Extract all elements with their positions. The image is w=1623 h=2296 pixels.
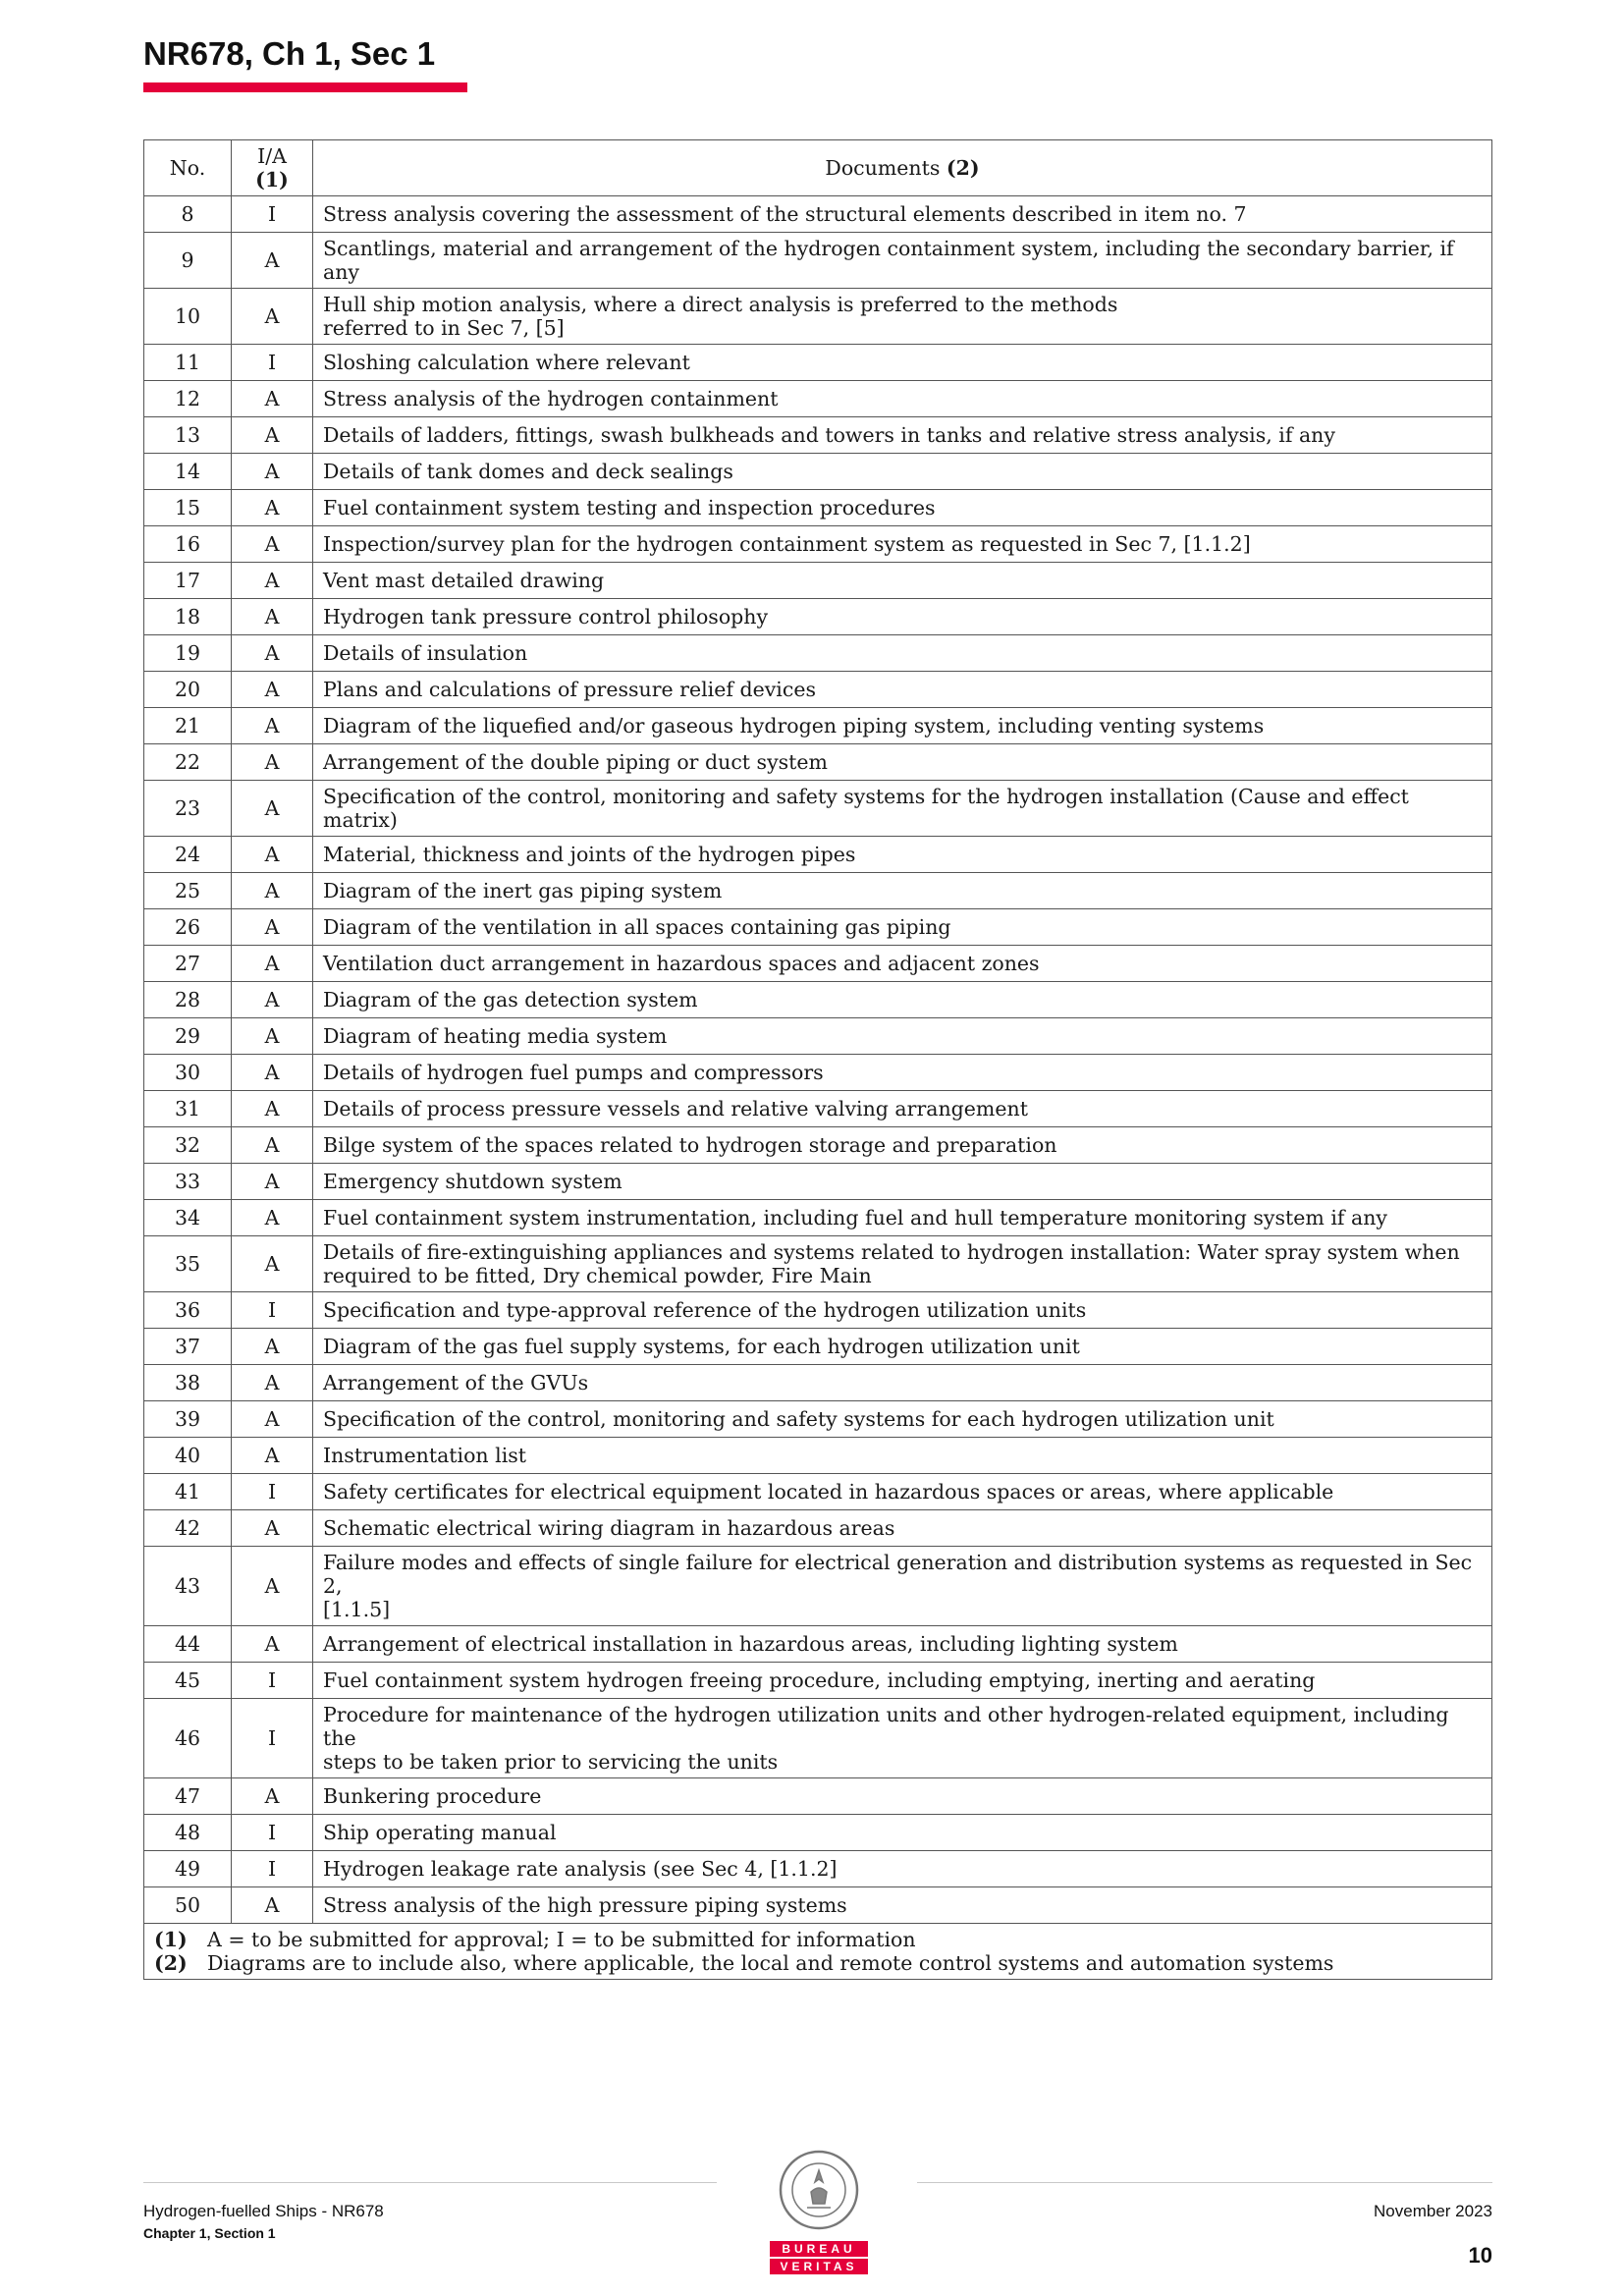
document-line: Ship operating manual (323, 1821, 557, 1844)
cell-no: 39 (144, 1401, 232, 1438)
cell-ia: A (232, 1438, 313, 1474)
cell-document (313, 345, 1492, 381)
table-row (144, 1091, 1492, 1127)
cell-document (313, 635, 1492, 672)
cell-no: 16 (144, 526, 232, 563)
document-line: Diagram of the ventilation in all spaces containing gas piping (323, 915, 951, 939)
document-line: Safety certificates for electrical equipment located in hazardous spaces or areas, where applicable (323, 1480, 1334, 1503)
table-row (144, 417, 1492, 454)
table-row (144, 1329, 1492, 1365)
cell-ia: A (232, 946, 313, 982)
table-row (144, 837, 1492, 873)
cell-no: 33 (144, 1164, 232, 1200)
table-row (144, 1438, 1492, 1474)
cell-ia: A (232, 1547, 313, 1626)
table-row (144, 1365, 1492, 1401)
cell-ia: I (232, 196, 313, 233)
cell-no: 49 (144, 1851, 232, 1887)
cell-document (313, 1365, 1492, 1401)
cell-no: 17 (144, 563, 232, 599)
cell-ia: A (232, 672, 313, 708)
document-line: Fuel containment system hydrogen freeing procedure, including emptying, inerting and aerating (323, 1668, 1316, 1692)
note-1: (1) A = to be submitted for approval; I = to be submitted for information (154, 1928, 916, 1951)
cell-document (313, 837, 1492, 873)
document-line: Hydrogen tank pressure control philosophy (323, 605, 769, 629)
document-line: Diagram of the gas detection system (323, 988, 698, 1011)
cell-ia: A (232, 1127, 313, 1164)
cell-no: 50 (144, 1887, 232, 1924)
cell-no: 37 (144, 1329, 232, 1365)
cell-ia: A (232, 982, 313, 1018)
col-header-no: No. (144, 140, 232, 196)
cell-no: 27 (144, 946, 232, 982)
table-row (144, 1236, 1492, 1292)
document-line: Arrangement of the double piping or duct system (323, 750, 828, 774)
cell-no: 31 (144, 1091, 232, 1127)
cell-document (313, 1055, 1492, 1091)
table-row (144, 1778, 1492, 1815)
document-line: Details of fire-extinguishing appliances and systems related to hydrogen installation: Water spray system when (323, 1240, 1460, 1264)
document-line: Sloshing calculation where relevant (323, 351, 690, 374)
document-line: Details of tank domes and deck sealings (323, 460, 733, 483)
cell-no: 42 (144, 1510, 232, 1547)
cell-document (313, 1127, 1492, 1164)
cell-ia: A (232, 1055, 313, 1091)
document-line: Failure modes and effects of single failure for electrical generation and distribution systems as requested in Sec 2, (323, 1551, 1473, 1598)
table-row (144, 345, 1492, 381)
cell-document (313, 196, 1492, 233)
footer-divider-left (143, 2182, 717, 2183)
cell-no: 19 (144, 635, 232, 672)
table-notes (144, 1924, 1492, 1980)
table-header-row (144, 140, 1492, 196)
cell-no: 41 (144, 1474, 232, 1510)
cell-no: 10 (144, 289, 232, 345)
cell-ia: A (232, 233, 313, 289)
cell-ia: A (232, 1200, 313, 1236)
cell-ia: A (232, 1626, 313, 1663)
document-line: Stress analysis covering the assessment of the structural elements described in item no. 7 (323, 202, 1247, 226)
cell-ia: A (232, 1401, 313, 1438)
footer-divider-right (917, 2182, 1492, 2183)
document-line-continued: steps to be taken prior to servicing the units (323, 1750, 779, 1774)
cell-ia: A (232, 526, 313, 563)
cell-ia: I (232, 1292, 313, 1329)
document-line: Diagram of heating media system (323, 1024, 668, 1048)
bureau-veritas-seal-icon (778, 2149, 860, 2231)
table-row (144, 635, 1492, 672)
table-notes-row (144, 1924, 1492, 1980)
table-row (144, 1401, 1492, 1438)
table-row (144, 1626, 1492, 1663)
document-line: Scantlings, material and arrangement of the hydrogen containment system, including the secondary barrier, if any (323, 237, 1454, 284)
cell-ia: I (232, 1663, 313, 1699)
cell-document (313, 1474, 1492, 1510)
table-row (144, 563, 1492, 599)
table-row (144, 526, 1492, 563)
table-row (144, 1474, 1492, 1510)
cell-document (313, 1236, 1492, 1292)
document-line: Diagram of the inert gas piping system (323, 879, 723, 902)
document-line: Details of ladders, fittings, swash bulkheads and towers in tanks and relative stress analysis, if any (323, 423, 1335, 447)
cell-document (313, 417, 1492, 454)
cell-no: 29 (144, 1018, 232, 1055)
table-row (144, 1510, 1492, 1547)
cell-no: 26 (144, 909, 232, 946)
cell-no: 38 (144, 1365, 232, 1401)
cell-no: 47 (144, 1778, 232, 1815)
cell-ia: A (232, 1018, 313, 1055)
cell-document (313, 490, 1492, 526)
cell-document (313, 946, 1492, 982)
cell-document (313, 381, 1492, 417)
cell-document (313, 1778, 1492, 1815)
cell-no: 22 (144, 744, 232, 781)
cell-ia: A (232, 635, 313, 672)
bureau-veritas-logo (770, 2149, 868, 2276)
table-row (144, 708, 1492, 744)
table-row (144, 672, 1492, 708)
cell-no: 9 (144, 233, 232, 289)
cell-ia: I (232, 345, 313, 381)
document-line: Instrumentation list (323, 1444, 527, 1467)
cell-document (313, 454, 1492, 490)
table-row (144, 1887, 1492, 1924)
document-line-continued: required to be fitted, Dry chemical powder, Fire Main (323, 1264, 872, 1287)
cell-ia: A (232, 1510, 313, 1547)
document-line: Stress analysis of the hydrogen containment (323, 387, 779, 410)
cell-ia: A (232, 417, 313, 454)
table-row (144, 490, 1492, 526)
document-line: Specification of the control, monitoring and safety systems for the hydrogen installation (Cause and effect matrix) (323, 785, 1409, 832)
cell-ia: A (232, 1164, 313, 1200)
document-line: Hydrogen leakage rate analysis (see Sec 4, [1.1.2] (323, 1857, 838, 1881)
cell-document (313, 1401, 1492, 1438)
cell-document (313, 233, 1492, 289)
cell-no: 13 (144, 417, 232, 454)
logo-band-bureau: BUREAU (770, 2241, 868, 2257)
table-row (144, 1127, 1492, 1164)
cell-ia: A (232, 454, 313, 490)
table-row (144, 233, 1492, 289)
cell-ia: A (232, 1236, 313, 1292)
table-row (144, 744, 1492, 781)
cell-document (313, 1851, 1492, 1887)
table-row (144, 1018, 1492, 1055)
cell-document (313, 672, 1492, 708)
cell-ia: A (232, 1887, 313, 1924)
document-line: Fuel containment system instrumentation, including fuel and hull temperature monitoring system if any (323, 1206, 1387, 1230)
cell-no: 34 (144, 1200, 232, 1236)
cell-no: 46 (144, 1699, 232, 1778)
cell-no: 14 (144, 454, 232, 490)
page-number: 10 (1468, 2243, 1492, 2268)
footer-date: November 2023 (1374, 2202, 1492, 2220)
cell-ia: A (232, 837, 313, 873)
document-line: Specification and type-approval reference of the hydrogen utilization units (323, 1298, 1087, 1322)
cell-ia: A (232, 1329, 313, 1365)
cell-no: 36 (144, 1292, 232, 1329)
cell-no: 20 (144, 672, 232, 708)
document-line: Emergency shutdown system (323, 1170, 622, 1193)
cell-document (313, 1164, 1492, 1200)
cell-document (313, 781, 1492, 837)
cell-no: 11 (144, 345, 232, 381)
cell-no: 32 (144, 1127, 232, 1164)
documents-table (143, 139, 1492, 1980)
cell-document (313, 873, 1492, 909)
cell-document (313, 1438, 1492, 1474)
document-line: Inspection/survey plan for the hydrogen containment system as requested in Sec 7, [1.1.2] (323, 532, 1251, 556)
document-line: Schematic electrical wiring diagram in hazardous areas (323, 1516, 895, 1540)
cell-ia: A (232, 1091, 313, 1127)
document-line: Material, thickness and joints of the hydrogen pipes (323, 843, 856, 866)
document-line: Specification of the control, monitoring and safety systems for each hydrogen utilization unit (323, 1407, 1274, 1431)
cell-no: 25 (144, 873, 232, 909)
document-line: Hull ship motion analysis, where a direct analysis is preferred to the methods (323, 293, 1118, 316)
cell-ia: A (232, 490, 313, 526)
footer-left (143, 2202, 384, 2241)
col-header-documents: Documents (2) (313, 140, 1492, 196)
document-line: Vent mast detailed drawing (323, 569, 605, 592)
cell-ia: I (232, 1851, 313, 1887)
cell-no: 21 (144, 708, 232, 744)
cell-document (313, 1547, 1492, 1626)
cell-document (313, 909, 1492, 946)
table-row (144, 599, 1492, 635)
cell-document (313, 1091, 1492, 1127)
table-body (144, 196, 1492, 1924)
cell-document (313, 708, 1492, 744)
table-row (144, 196, 1492, 233)
table-row (144, 982, 1492, 1018)
table-row (144, 781, 1492, 837)
document-line: Bunkering procedure (323, 1784, 542, 1808)
header-accent-rule (143, 82, 467, 92)
cell-document (313, 1018, 1492, 1055)
document-line: Diagram of the liquefied and/or gaseous hydrogen piping system, including venting systems (323, 714, 1265, 738)
cell-document (313, 1887, 1492, 1924)
table-row (144, 1699, 1492, 1778)
cell-no: 44 (144, 1626, 232, 1663)
cell-ia: A (232, 781, 313, 837)
cell-document (313, 1815, 1492, 1851)
footer-doc-title: Hydrogen-fuelled Ships - NR678 (143, 2202, 384, 2220)
table-row (144, 1547, 1492, 1626)
cell-document (313, 1510, 1492, 1547)
cell-ia: A (232, 1778, 313, 1815)
cell-ia: A (232, 873, 313, 909)
table-row (144, 454, 1492, 490)
cell-ia: I (232, 1815, 313, 1851)
page-header-title: NR678, Ch 1, Sec 1 (143, 35, 436, 72)
cell-ia: A (232, 599, 313, 635)
cell-no: 43 (144, 1547, 232, 1626)
cell-document (313, 1699, 1492, 1778)
cell-document (313, 982, 1492, 1018)
document-line-continued: referred to in Sec 7, [5] (323, 316, 565, 340)
footer-section: Chapter 1, Section 1 (143, 2225, 276, 2241)
cell-ia: A (232, 1365, 313, 1401)
cell-document (313, 599, 1492, 635)
document-line: Stress analysis of the high pressure piping systems (323, 1893, 847, 1917)
logo-band-veritas: VERITAS (770, 2259, 868, 2274)
table-row (144, 289, 1492, 345)
cell-no: 40 (144, 1438, 232, 1474)
cell-no: 48 (144, 1815, 232, 1851)
cell-no: 12 (144, 381, 232, 417)
cell-ia: A (232, 381, 313, 417)
document-line: Details of process pressure vessels and relative valving arrangement (323, 1097, 1028, 1121)
cell-document (313, 563, 1492, 599)
cell-ia: A (232, 909, 313, 946)
table-row (144, 1815, 1492, 1851)
cell-no: 24 (144, 837, 232, 873)
note-2: (2) Diagrams are to include also, where applicable, the local and remote control systems and automation systems (154, 1951, 1334, 1975)
cell-document (313, 1292, 1492, 1329)
cell-document (313, 526, 1492, 563)
cell-document (313, 744, 1492, 781)
cell-document (313, 289, 1492, 345)
document-line: Fuel containment system testing and inspection procedures (323, 496, 936, 519)
cell-no: 45 (144, 1663, 232, 1699)
cell-no: 23 (144, 781, 232, 837)
document-line: Bilge system of the spaces related to hydrogen storage and preparation (323, 1133, 1057, 1157)
cell-ia: A (232, 289, 313, 345)
cell-no: 35 (144, 1236, 232, 1292)
cell-document (313, 1626, 1492, 1663)
cell-ia: A (232, 563, 313, 599)
cell-no: 18 (144, 599, 232, 635)
table-row (144, 909, 1492, 946)
cell-no: 15 (144, 490, 232, 526)
table-row (144, 381, 1492, 417)
cell-no: 8 (144, 196, 232, 233)
document-line: Plans and calculations of pressure relief devices (323, 678, 816, 701)
document-line: Arrangement of the GVUs (323, 1371, 589, 1394)
table-row (144, 1164, 1492, 1200)
cell-document (313, 1329, 1492, 1365)
table-row (144, 873, 1492, 909)
table-row (144, 1292, 1492, 1329)
cell-ia: I (232, 1474, 313, 1510)
cell-ia: A (232, 708, 313, 744)
document-line: Details of hydrogen fuel pumps and compressors (323, 1061, 824, 1084)
cell-ia: I (232, 1699, 313, 1778)
table-row (144, 1200, 1492, 1236)
document-line-continued: [1.1.5] (323, 1598, 391, 1621)
col-header-ia: I/A (1) (232, 140, 313, 196)
document-line: Procedure for maintenance of the hydrogen utilization units and other hydrogen-related equipment, including the (323, 1703, 1449, 1750)
cell-document (313, 1200, 1492, 1236)
document-line: Details of insulation (323, 641, 528, 665)
table-row (144, 946, 1492, 982)
cell-no: 30 (144, 1055, 232, 1091)
document-line: Ventilation duct arrangement in hazardous spaces and adjacent zones (323, 952, 1040, 975)
cell-ia: A (232, 744, 313, 781)
document-line: Diagram of the gas fuel supply systems, for each hydrogen utilization unit (323, 1335, 1080, 1358)
table-row (144, 1663, 1492, 1699)
table-row (144, 1055, 1492, 1091)
table-row (144, 1851, 1492, 1887)
cell-no: 28 (144, 982, 232, 1018)
cell-document (313, 1663, 1492, 1699)
document-line: Arrangement of electrical installation in hazardous areas, including lighting system (323, 1632, 1178, 1656)
